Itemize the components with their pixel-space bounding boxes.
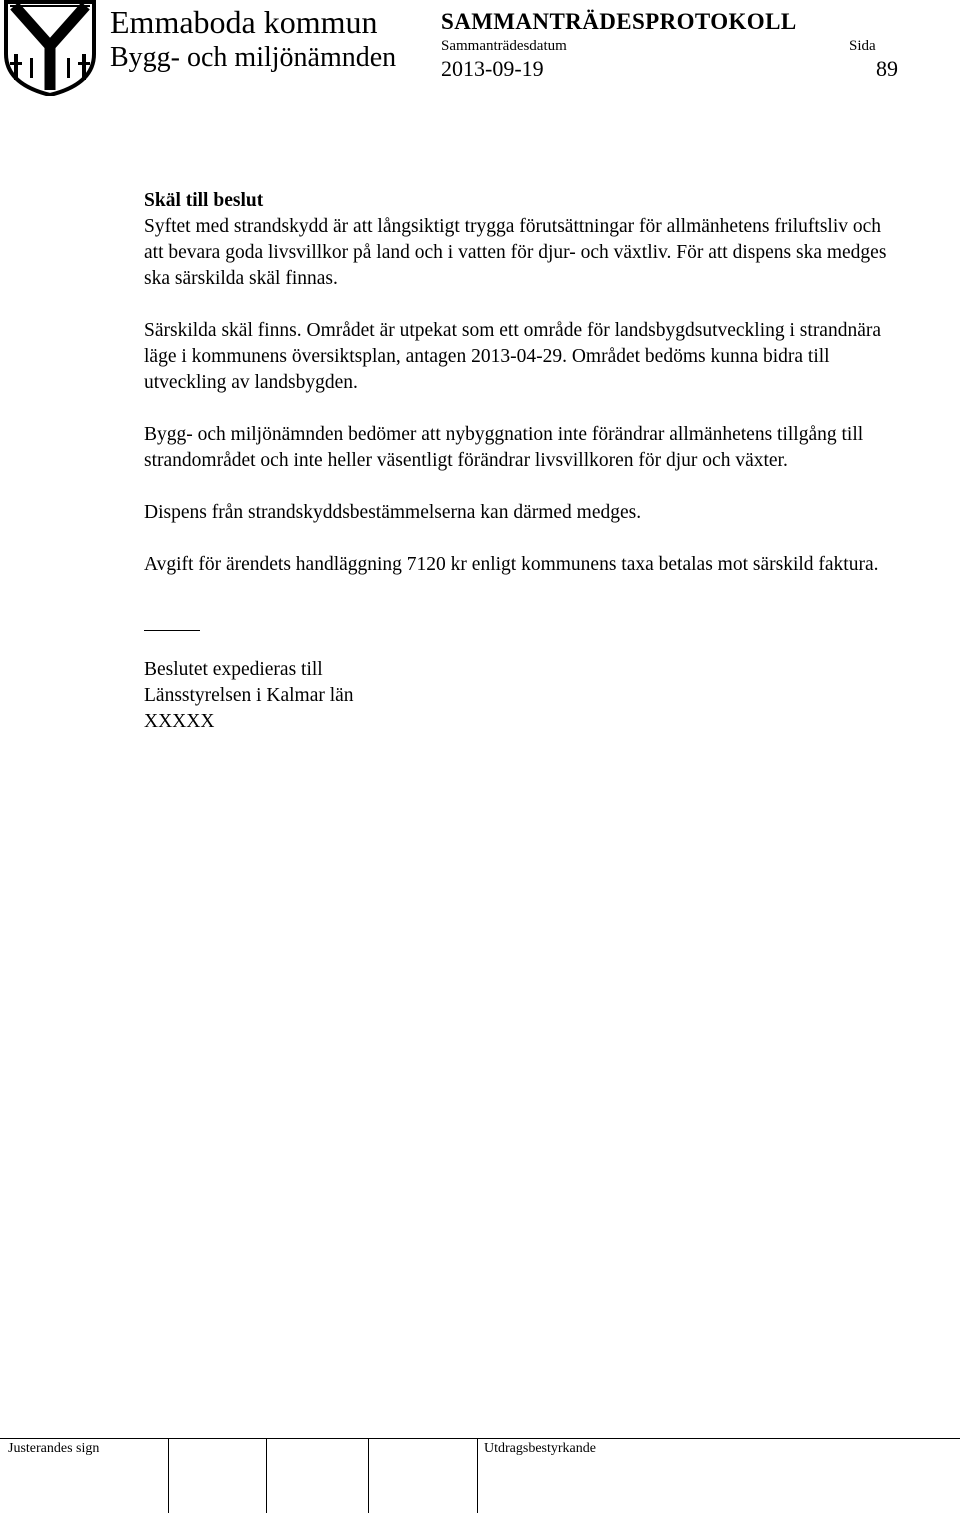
utdragsbestyrkande-label: Utdragsbestyrkande xyxy=(484,1441,596,1456)
signature-footer xyxy=(0,1438,960,1513)
page-label: Sida xyxy=(849,38,876,54)
municipality-logo xyxy=(0,0,100,96)
justerandes-sign-label: Justerandes sign xyxy=(8,1441,100,1456)
separator-line xyxy=(144,630,200,631)
paragraph: Avgift för ärendets handläggning 7120 kr enligt kommunens taxa betalas mot särskild faktura. xyxy=(144,554,879,575)
decision-body xyxy=(144,188,904,735)
footer-divider xyxy=(368,1439,369,1513)
paragraph: Bygg- och miljönämnden bedömer att nybyggnation inte förändrar allmänhetens tillgång till strandområdet och inte heller väsentligt förändrar livsvillkoren för djur och växter. xyxy=(144,424,864,471)
footer-divider xyxy=(266,1439,267,1513)
paragraph: Dispens från strandskyddsbestämmelserna kan därmed medges. xyxy=(144,502,642,523)
distribution-recipient: XXXXX xyxy=(144,711,215,732)
paragraph: Syftet med strandskydd är att långsiktigt trygga förutsättningar för allmänhetens friluftsliv och att bevara goda livsvillkor på land och i vatten för djur- och växtliv. För att dispens ska medges ska särskilda skäl finnas. xyxy=(144,216,887,289)
municipality-name: Emmaboda kommun xyxy=(110,4,378,40)
meeting-date: 2013-09-19 xyxy=(441,56,544,81)
page-number: 89 xyxy=(876,56,898,81)
document-type: SAMMANTRÄDESPROTOKOLL xyxy=(441,9,797,34)
section-heading: Skäl till beslut xyxy=(144,190,264,211)
distribution-recipient: Länsstyrelsen i Kalmar län xyxy=(144,685,354,706)
footer-divider xyxy=(168,1439,169,1513)
paragraph: Särskilda skäl finns. Området är utpekat som ett område för landsbygdsutveckling i strandnära läge i kommunens översiktsplan, antagen 2013-04-29. Området bedöms kunna bidra till utveckling av landsbygden. xyxy=(144,320,882,393)
distribution-heading: Beslutet expedieras till xyxy=(144,659,323,680)
meeting-date-label: Sammanträdesdatum xyxy=(441,38,567,54)
footer-divider xyxy=(477,1439,478,1513)
department-name: Bygg- och miljönämnden xyxy=(110,42,397,73)
